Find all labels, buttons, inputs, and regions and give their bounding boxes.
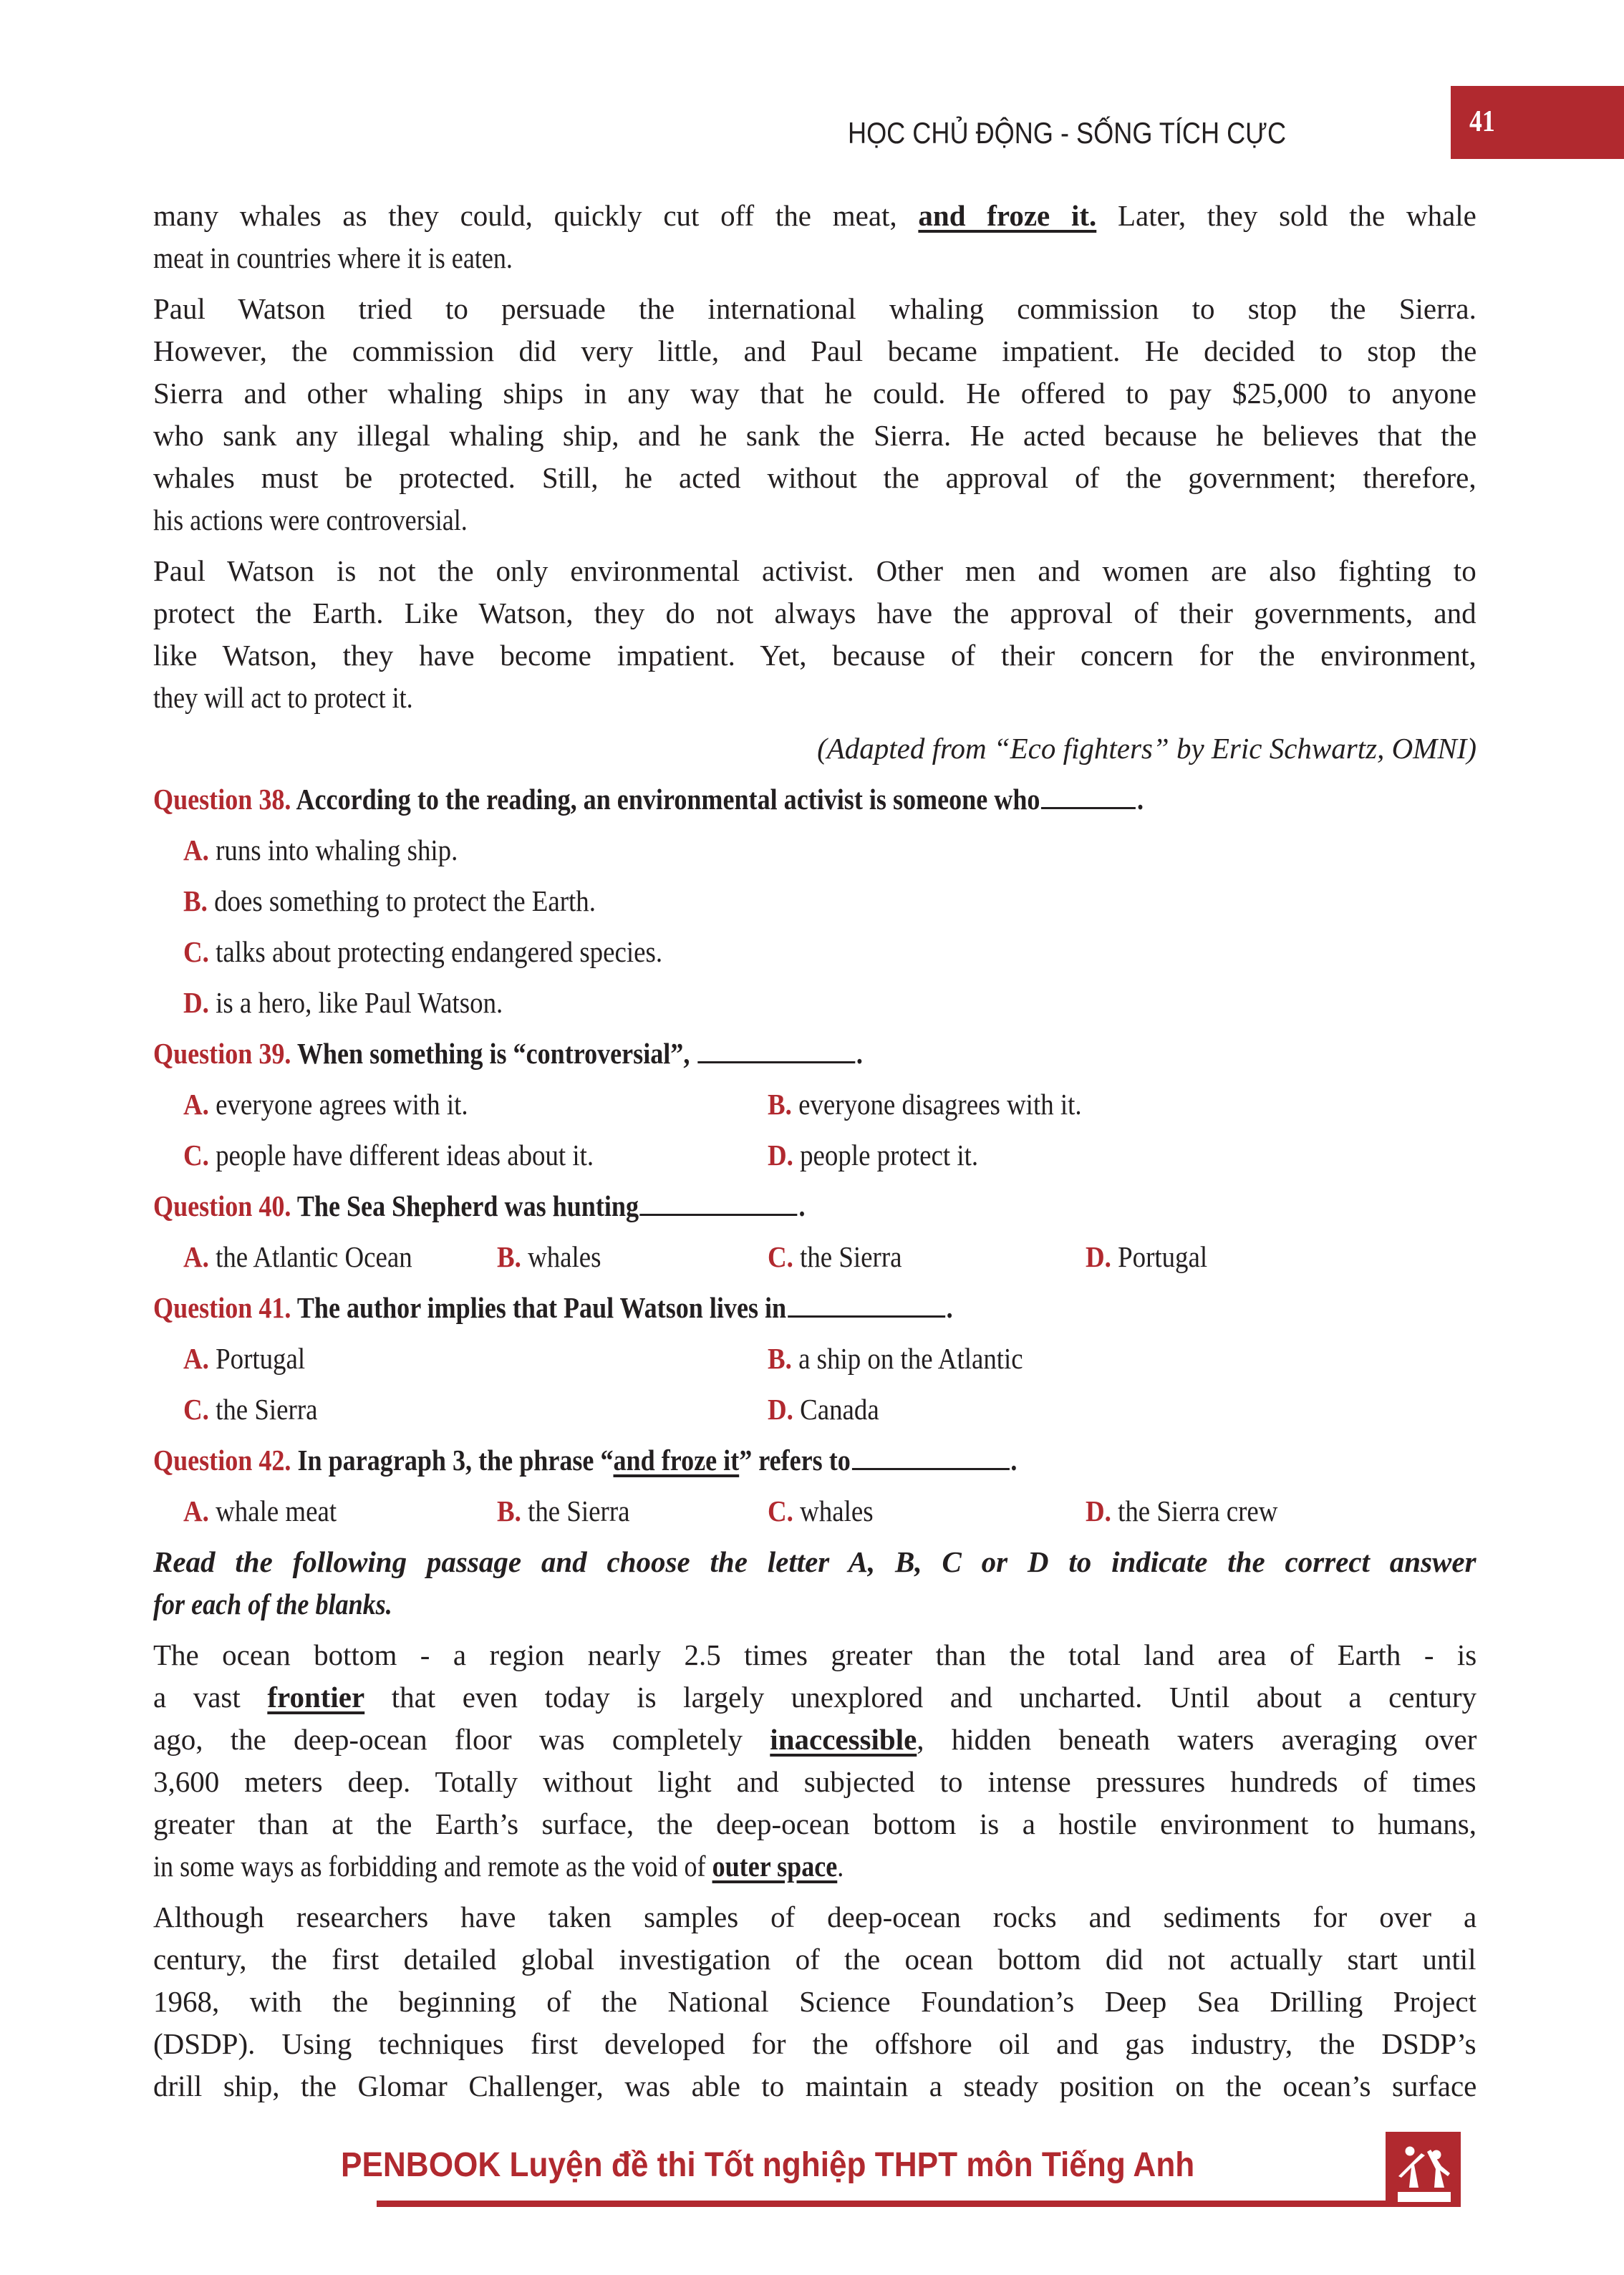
- text-line: [153, 634, 1476, 677]
- option-letter: A.: [183, 834, 216, 866]
- text-run: Paul Watson is not the only environmental activist. Other men and women are also fighting to: [153, 554, 1476, 587]
- question-stem-content: [153, 1287, 953, 1329]
- text-line: [153, 592, 1476, 634]
- option-text: does something to protect the Earth.: [214, 884, 596, 917]
- options-row: [153, 1388, 1476, 1431]
- text-line: [153, 330, 1476, 372]
- text-run: protect the Earth. Like Watson, they do not always have the approval of their governments, and: [153, 596, 1476, 629]
- question-end: .: [1010, 1444, 1018, 1477]
- option-letter: B.: [497, 1494, 528, 1527]
- text-line: [153, 1719, 1476, 1761]
- option-text: Portugal: [216, 1342, 306, 1375]
- text-line: [153, 1676, 1476, 1719]
- options-row: [153, 1490, 1476, 1532]
- option-text: is a hero, like Paul Watson.: [216, 986, 503, 1019]
- text-line-content: [153, 499, 468, 541]
- text-line-content: [153, 330, 1476, 372]
- question-stem: [153, 1439, 1476, 1482]
- question-stem-content: [153, 1439, 1017, 1482]
- underlined-phrase: outer space: [712, 1850, 838, 1883]
- option-letter: C.: [768, 1494, 801, 1527]
- paragraph: [153, 550, 1476, 719]
- option-text: a ship on the Atlantic: [798, 1342, 1023, 1375]
- option-letter: D.: [768, 1393, 801, 1426]
- option-letter: B.: [768, 1342, 799, 1375]
- option-text: the Sierra: [528, 1494, 630, 1527]
- option-text: people have different ideas about it.: [216, 1139, 594, 1172]
- question-end: .: [798, 1189, 806, 1222]
- option-letter: A.: [183, 1494, 216, 1527]
- text-run: his actions were controversial.: [153, 503, 468, 536]
- answer-blank: [788, 1287, 945, 1318]
- text-line-content: [153, 550, 1476, 592]
- text-line: [153, 1761, 1476, 1803]
- text-line-content: [153, 2023, 1476, 2065]
- answer-option-d[interactable]: [768, 1388, 879, 1431]
- answer-option-c[interactable]: [768, 1236, 902, 1278]
- text-line-content: [153, 1719, 1476, 1761]
- text-run: Sierra and other whaling ships in any way that he could. He offered to pay $25,000 to anyone: [153, 377, 1476, 410]
- text-run: greater than at the Earth’s surface, the deep-ocean bottom is a hostile environment to humans,: [153, 1807, 1476, 1840]
- option-text: everyone agrees with it.: [216, 1088, 468, 1121]
- text-line: [153, 1803, 1476, 1845]
- text-line-content: [153, 1981, 1476, 2023]
- option-letter: C.: [183, 1139, 216, 1172]
- answer-option-a[interactable]: [183, 1083, 468, 1126]
- question-end: .: [856, 1037, 863, 1070]
- passage-1: [153, 195, 1476, 719]
- option-text: Canada: [800, 1393, 879, 1426]
- footer-book-title: PENBOOK Luyện đề thi Tốt nghiệp THPT môn Tiếng Anh: [341, 2146, 1195, 2184]
- option-letter: D.: [768, 1139, 801, 1172]
- answer-option-a[interactable]: [183, 1490, 337, 1532]
- text-line-content: [153, 1845, 844, 1888]
- option-letter: A.: [183, 1088, 216, 1121]
- text-line: [153, 677, 1476, 719]
- option-text: the Atlantic Ocean: [216, 1240, 412, 1273]
- option-text: people protect it.: [800, 1139, 979, 1172]
- question-stem: [153, 1185, 1476, 1227]
- text-run: a vast: [153, 1681, 268, 1714]
- answer-option-d[interactable]: [768, 1134, 978, 1177]
- answer-option-b[interactable]: [768, 1338, 1023, 1380]
- text-line-content: [153, 634, 1476, 677]
- passage-2: [153, 1634, 1476, 2107]
- text-line-content: [153, 372, 1476, 415]
- section-instruction: [153, 1541, 1476, 1626]
- options-row: [153, 1338, 1476, 1380]
- text-line-content: [153, 1761, 1476, 1803]
- text-run: 1968, with the beginning of the National Science Foundation’s Deep Sea Drilling Project: [153, 1985, 1476, 2018]
- text-line-content: [153, 237, 513, 279]
- two-figures-logo-icon: [1386, 2132, 1461, 2207]
- option-text: whales: [528, 1240, 601, 1273]
- option-text: whale meat: [216, 1494, 337, 1527]
- text-line: [153, 550, 1476, 592]
- text-run: ago, the deep-ocean floor was completely: [153, 1723, 770, 1756]
- text-run: , hidden beneath waters averaging over: [917, 1723, 1477, 1756]
- text-run: like Watson, they have become impatient. Yet, because of their concern for the environment,: [153, 639, 1476, 672]
- text-run: meat in countries where it is eaten.: [153, 241, 513, 274]
- answer-option-c[interactable]: [183, 1134, 594, 1177]
- text-line-content: [153, 1896, 1476, 1938]
- paragraph: [153, 288, 1476, 541]
- page-content: [153, 195, 1476, 2116]
- question-number: Question 41.: [153, 1291, 297, 1324]
- text-line-content: [153, 195, 1476, 237]
- option-letter: D.: [1086, 1494, 1118, 1527]
- text-line: [153, 1583, 1476, 1626]
- publisher-logo-icon: [1386, 2132, 1461, 2207]
- question-stem: [153, 1287, 1476, 1329]
- text-line: [153, 372, 1476, 415]
- question-end: .: [1136, 783, 1144, 816]
- question-number: Question 40.: [153, 1189, 297, 1222]
- question-stem: [153, 778, 1476, 821]
- text-line: [153, 415, 1476, 457]
- question-stem-content: [153, 1185, 806, 1227]
- question-text: The Sea Shepherd was hunting: [296, 1189, 639, 1222]
- text-line: [153, 1845, 1476, 1888]
- text-line-content: [153, 592, 1476, 634]
- answer-option-c[interactable]: [183, 1388, 318, 1431]
- text-run: The ocean bottom - a region nearly 2.5 times greater than the total land area of Earth - is: [153, 1638, 1477, 1671]
- option-text: talks about protecting endangered species.: [216, 935, 663, 968]
- text-run: Although researchers have taken samples of deep-ocean rocks and sediments for over a: [153, 1900, 1477, 1933]
- text-line: [153, 288, 1476, 330]
- text-run: they will act to protect it.: [153, 681, 413, 714]
- text-line: [153, 1634, 1476, 1676]
- text-run: However, the commission did very little, and Paul became impatient. He decided to stop the: [153, 334, 1477, 367]
- answer-blank: [1041, 778, 1136, 809]
- options-row: [153, 1236, 1476, 1278]
- option-text: the Sierra: [800, 1240, 902, 1273]
- question-text: The author implies that Paul Watson lives in: [296, 1291, 787, 1324]
- answer-option-a[interactable]: [183, 1236, 412, 1278]
- option-letter: D.: [183, 986, 216, 1019]
- answer-blank: [697, 1033, 855, 1063]
- text-run: Later, they sold the whale: [1096, 199, 1476, 232]
- question-list: [153, 778, 1476, 1532]
- option-text: the Sierra crew: [1118, 1494, 1278, 1527]
- text-line: [153, 457, 1476, 499]
- question-number: Question 42.: [153, 1444, 298, 1477]
- answer-option-b[interactable]: [183, 880, 596, 922]
- question-number: Question 39.: [153, 1037, 297, 1070]
- passage-citation: (Adapted from “Eco fighters” by Eric Schwartz, OMNI): [817, 732, 1476, 765]
- text-line: [153, 237, 1476, 279]
- answer-option-a[interactable]: [183, 829, 458, 871]
- text-line-content: [153, 1634, 1476, 1676]
- options-row: [153, 931, 1476, 973]
- text-run: who sank any illegal whaling ship, and he sank the Sierra. He acted because he believes that the: [153, 419, 1477, 452]
- option-letter: C.: [183, 1393, 216, 1426]
- options-row: [153, 1083, 1476, 1126]
- instruction-text: [153, 1541, 1476, 1626]
- text-line: [153, 1896, 1476, 1938]
- option-letter: C.: [183, 935, 216, 968]
- question-text: In paragraph 3, the phrase “: [297, 1444, 614, 1477]
- option-text: runs into whaling ship.: [216, 834, 458, 866]
- paragraph: [153, 1896, 1476, 2107]
- text-line-content: [153, 457, 1476, 499]
- option-letter: A.: [183, 1240, 216, 1273]
- page-number: 41: [1469, 105, 1495, 138]
- underlined-phrase: and froze it: [613, 1444, 740, 1477]
- option-letter: B.: [497, 1240, 528, 1273]
- text-line-content: [153, 1676, 1476, 1719]
- answer-option-c[interactable]: [768, 1490, 874, 1532]
- text-run: (DSDP). Using techniques first developed for the offshore oil and gas industry, the DSDP’s: [153, 2027, 1476, 2060]
- text-line-content: [153, 2065, 1476, 2107]
- text-line-content: [153, 1938, 1476, 1981]
- option-letter: D.: [1086, 1240, 1118, 1273]
- answer-option-c[interactable]: [183, 931, 662, 973]
- text-run: whales must be protected. Still, he acted without the approval of the government; therefore,: [153, 461, 1476, 494]
- question-stem-content: [153, 1033, 863, 1075]
- running-header-title: HỌC CHỦ ĐỘNG - SỐNG TÍCH CỰC: [848, 116, 1287, 150]
- text-line: [153, 499, 1476, 541]
- option-text: Portugal: [1118, 1240, 1208, 1273]
- option-text: the Sierra: [216, 1393, 318, 1426]
- question-text: According to the reading, an environmental activist is someone who: [296, 783, 1040, 816]
- paragraph: [153, 1634, 1476, 1888]
- text-run: many whales as they could, quickly cut off the meat,: [153, 199, 919, 232]
- page-number-badge: [1451, 86, 1624, 159]
- option-text: everyone disagrees with it.: [798, 1088, 1082, 1121]
- question-number: Question 38.: [153, 783, 296, 816]
- text-line-content: [153, 288, 1476, 330]
- question-text: When something is “controversial”,: [296, 1037, 697, 1070]
- underlined-phrase: and froze it.: [918, 199, 1097, 232]
- text-run: .: [837, 1850, 844, 1883]
- text-line-content: [153, 1803, 1476, 1845]
- underlined-phrase: frontier: [267, 1681, 365, 1714]
- text-run: drill ship, the Glomar Challenger, was able to maintain a steady position on the ocean’s surface: [153, 2069, 1477, 2102]
- text-line: [153, 2023, 1476, 2065]
- answer-blank: [640, 1185, 798, 1216]
- options-row: [153, 982, 1476, 1024]
- option-letter: B.: [183, 884, 215, 917]
- option-text: whales: [800, 1494, 874, 1527]
- text-run: that even today is largely unexplored and uncharted. Until about a century: [364, 1681, 1477, 1714]
- question-text: ” refers to: [739, 1444, 851, 1477]
- underlined-phrase: inaccessible: [770, 1723, 917, 1756]
- paragraph: [153, 195, 1476, 279]
- answer-option-a[interactable]: [183, 1338, 305, 1380]
- option-letter: A.: [183, 1342, 216, 1375]
- answer-option-b[interactable]: [768, 1083, 1082, 1126]
- question-end: .: [946, 1291, 953, 1324]
- answer-option-d[interactable]: [1086, 1490, 1277, 1532]
- text-run: century, the first detailed global investigation of the ocean bottom did not actually start until: [153, 1943, 1476, 1976]
- text-line: [153, 2065, 1476, 2107]
- text-run: in some ways as forbidding and remote as the void of: [153, 1850, 712, 1883]
- text-line-content: [153, 677, 413, 719]
- text-line: [153, 1541, 1476, 1583]
- answer-option-b[interactable]: [497, 1236, 601, 1278]
- options-row: [153, 880, 1476, 922]
- text-run: 3,600 meters deep. Totally without light and subjected to intense pressures hundreds of times: [153, 1765, 1476, 1798]
- answer-blank: [852, 1439, 1010, 1470]
- text-line: [153, 1938, 1476, 1981]
- options-row: [153, 1134, 1476, 1177]
- option-letter: C.: [768, 1240, 801, 1273]
- text-line-content: Read the following passage and choose the letter A, B, C or D to indicate the correct answer: [153, 1545, 1476, 1578]
- text-line-content: [153, 415, 1476, 457]
- answer-option-b[interactable]: [497, 1490, 629, 1532]
- options-row: [153, 829, 1476, 871]
- question-stem-content: [153, 778, 1144, 821]
- footer-rule: [377, 2201, 1461, 2207]
- answer-option-d[interactable]: [183, 982, 503, 1024]
- text-line: [153, 1981, 1476, 2023]
- text-line-content: for each of the blanks.: [153, 1588, 392, 1620]
- text-line: [153, 195, 1476, 237]
- text-run: Paul Watson tried to persuade the international whaling commission to stop the Sierra.: [153, 292, 1476, 325]
- option-letter: B.: [768, 1088, 799, 1121]
- answer-option-d[interactable]: [1086, 1236, 1207, 1278]
- question-stem: [153, 1033, 1476, 1075]
